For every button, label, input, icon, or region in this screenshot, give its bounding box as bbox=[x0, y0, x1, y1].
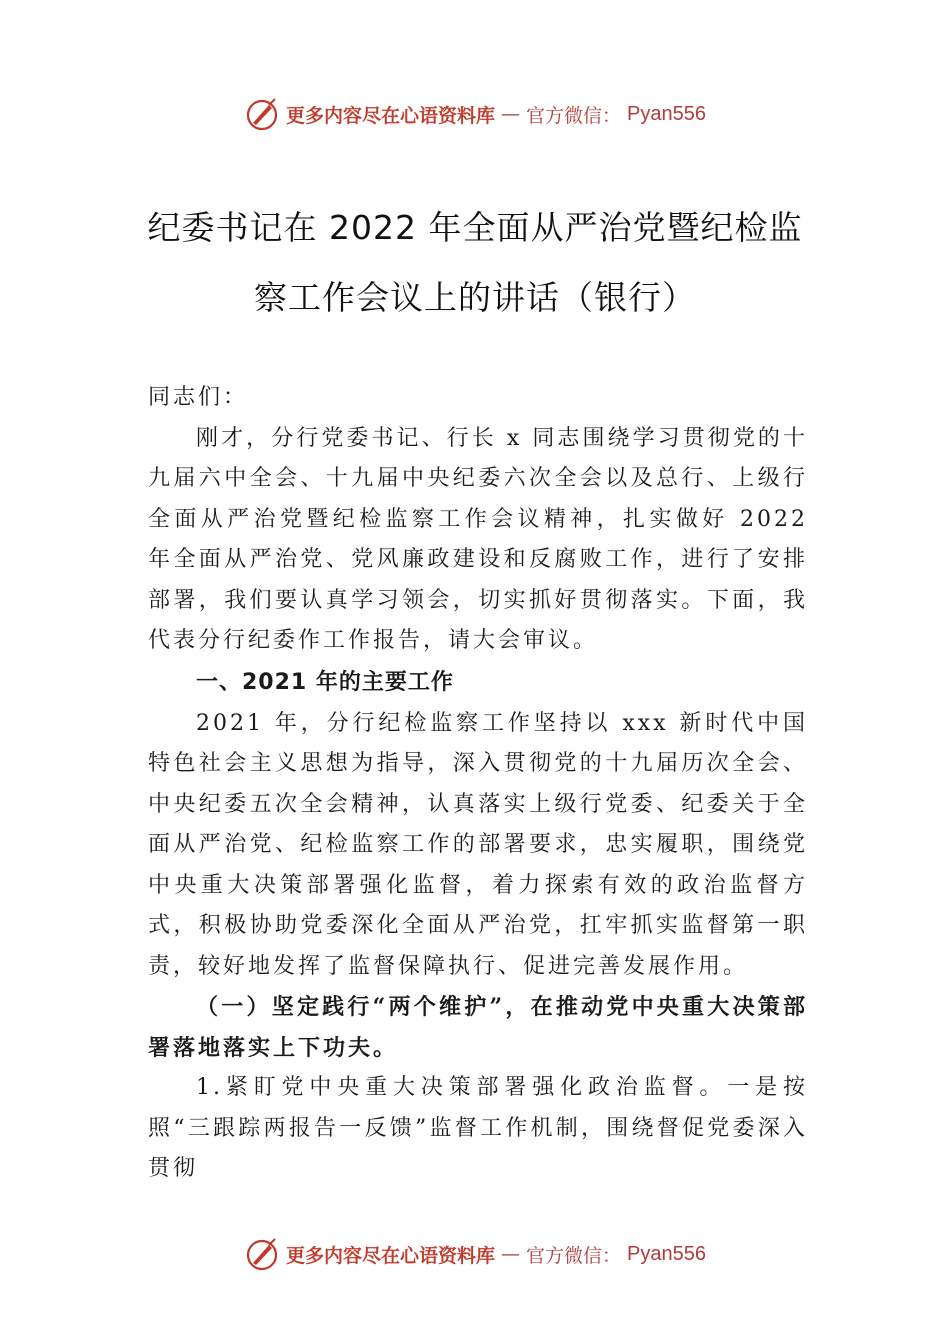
banner-wechat-label: 官方微信： bbox=[526, 104, 622, 127]
banner-site-text: 更多内容尽在心语资料库 bbox=[286, 1244, 496, 1267]
quill-pen-circle-icon bbox=[244, 96, 280, 132]
salutation: 同志们： bbox=[148, 385, 249, 410]
header-watermark-banner bbox=[0, 92, 950, 136]
footer-watermark-banner bbox=[0, 1232, 950, 1276]
quill-pen-circle-icon bbox=[244, 1236, 280, 1272]
document-title-line-1: 纪委书记在 2022 年全面从严治党暨纪检监 bbox=[147, 208, 803, 247]
document-title-line-2: 察工作会议上的讲话（银行） bbox=[254, 278, 696, 317]
section-1-paragraph: 2021 年，分行纪检监察工作坚持以 xxx 新时代中国特色社会主义思想为指导，深入贯彻党的十九届历次全会、中央纪委五次全会精神，认真落实上级行党委、纪委关于全面从严治党、纪检监察工作的部署要求，忠实履职，围绕党中央重大决策部署强化监督，着力探索有效的政治监督方式，积极协助党委深化全面从严治党，扛牢抓实监督第一职责，较好地发挥了监督保障执行、促进完善发展作用。 bbox=[148, 710, 808, 979]
banner-dash: — bbox=[501, 1243, 521, 1265]
banner-dash: — bbox=[501, 103, 521, 125]
section-heading-1: 一、2021 年的主要工作 bbox=[196, 669, 454, 695]
banner-wechat-id: Pyan556 bbox=[627, 1242, 706, 1265]
banner-wechat-label: 官方微信： bbox=[526, 1244, 622, 1267]
banner-wechat-id: Pyan556 bbox=[627, 102, 706, 125]
intro-paragraph: 刚才，分行党委书记、行长 x 同志围绕学习贯彻党的十九届六中全会、十九届中央纪委六次全会以及总行、上级行全面从严治党暨纪检监察工作会议精神，扎实做好 2022 年全面从严治党、党风廉政建设和反腐败工作，进行了安排部署，我们要认真学习领会，切实抓好贯彻落实。下面，我代表分行纪委作工作报告，请大会审议。 bbox=[148, 425, 808, 653]
banner-site-text: 更多内容尽在心语资料库 bbox=[286, 104, 496, 127]
document-body bbox=[148, 378, 808, 1190]
subsection-heading-1: （一）坚定践行“两个维护”，在推动党中央重大决策部署落地落实上下功夫。 bbox=[148, 994, 808, 1061]
item-1-paragraph: 1.紧盯党中央重大决策部署强化政治监督。一是按照“三跟踪两报告一反馈”监督工作机制，围绕督促党委深入贯彻 bbox=[148, 1075, 808, 1181]
